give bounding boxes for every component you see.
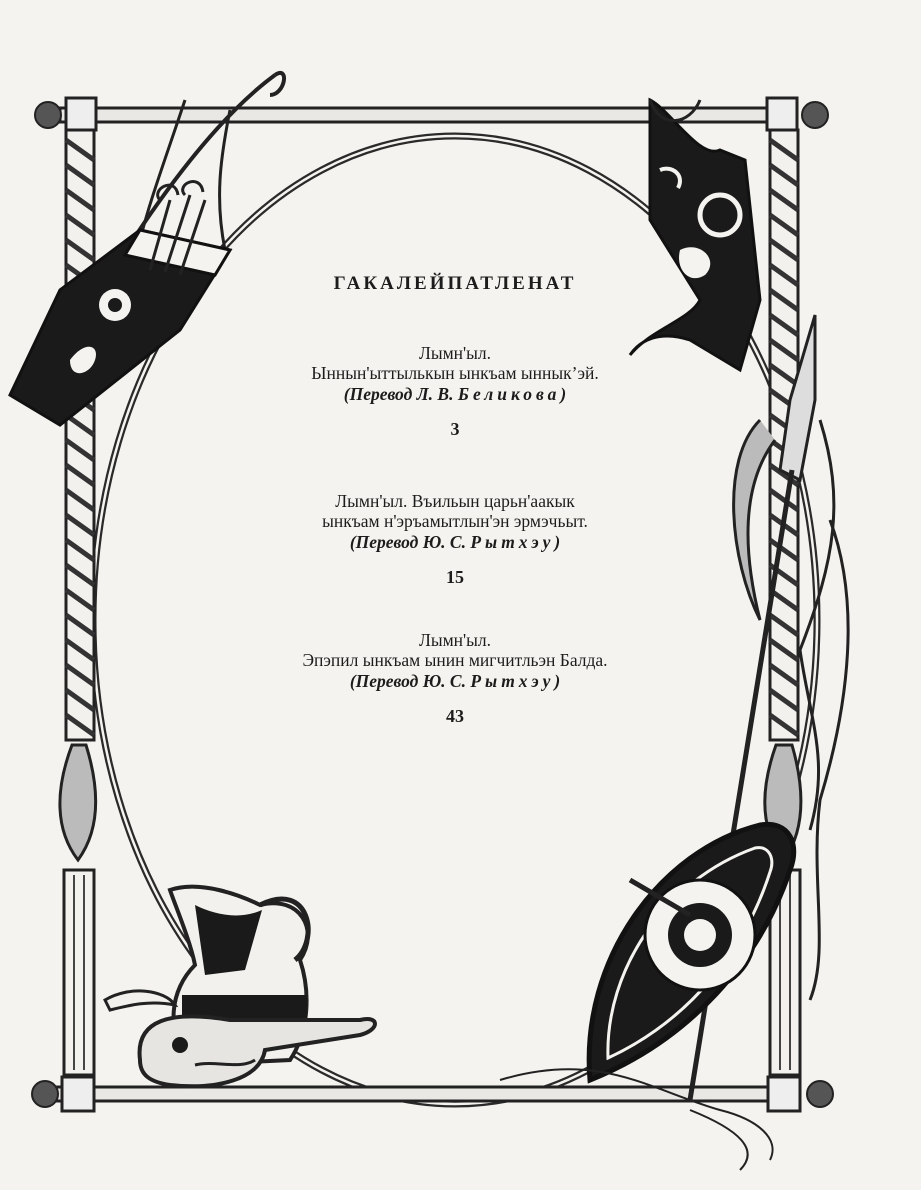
- toc-entry: [150, 491, 760, 588]
- translator-credit: (Перевод Ю. С. Рытхэу): [349, 671, 561, 691]
- entry-line: Лымн'ыл.: [418, 343, 492, 363]
- entry-line: Лымн'ыл. Въильын царьн'аакык: [335, 491, 575, 511]
- top-bar-icon: [35, 98, 828, 130]
- embroidered-boot-icon: [630, 100, 760, 370]
- page-title: ГАКАЛЕЙПАТЛЕНАТ: [333, 273, 577, 294]
- page-number: 43: [446, 706, 464, 726]
- toc-entry: [150, 343, 760, 440]
- translator-credit: (Перевод Ю. С. Рытхэу): [349, 532, 561, 552]
- page-number: 3: [450, 419, 460, 439]
- entry-line: Ыннын'ыттылькын ынкъам ынныкʼэй.: [311, 363, 599, 383]
- toc-entry: [150, 630, 760, 727]
- entry-line: Лымн'ыл.: [418, 630, 492, 650]
- entry-line: ынкъам н'эръамытлын'эн эрмэчьыт.: [322, 511, 588, 531]
- entry-line: Эпэпил ынкъам ынин мигчитльэн Балда.: [302, 650, 608, 670]
- shield-icon: [589, 824, 794, 1080]
- page-number: 15: [446, 567, 464, 587]
- translator-credit: (Перевод Л. В. Беликова): [343, 384, 567, 404]
